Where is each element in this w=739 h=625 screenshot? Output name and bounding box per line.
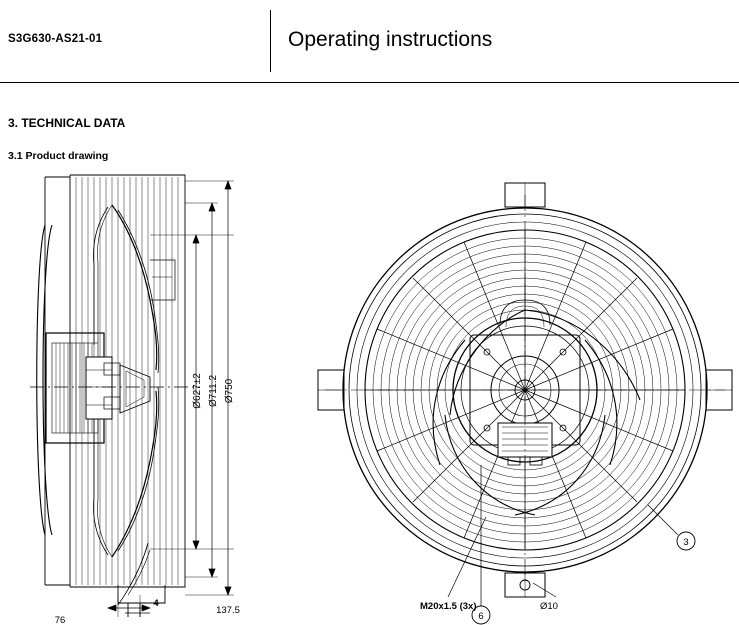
dimension-label-4: 4 — [153, 598, 159, 609]
subsection-heading: 3.1 Product drawing — [8, 150, 109, 162]
dimension-label-627: Ø627±2 — [192, 373, 203, 409]
product-drawing — [0, 165, 739, 625]
side-view-group — [30, 175, 200, 617]
header-rule — [0, 82, 739, 83]
dimension-label-711: Ø711.2 — [208, 374, 219, 408]
header-divider — [270, 10, 271, 72]
page-header — [0, 0, 739, 82]
section-heading: 3. TECHNICAL DATA — [8, 116, 126, 130]
page-title: Operating instructions — [288, 28, 493, 51]
dimension-label-750: Ø750 — [224, 378, 235, 404]
thread-note: M20x1.5 (3x) — [420, 601, 477, 612]
dimension-label-137: 137.5 — [216, 605, 240, 616]
balloon-label-3: 3 — [683, 537, 689, 548]
dimension-label-76: 76 — [54, 615, 66, 625]
balloon-label-6: 6 — [478, 611, 484, 622]
hole-note: Ø10 — [540, 601, 558, 612]
document-code: S3G630-AS21-01 — [8, 33, 103, 45]
front-view-group — [318, 183, 732, 597]
